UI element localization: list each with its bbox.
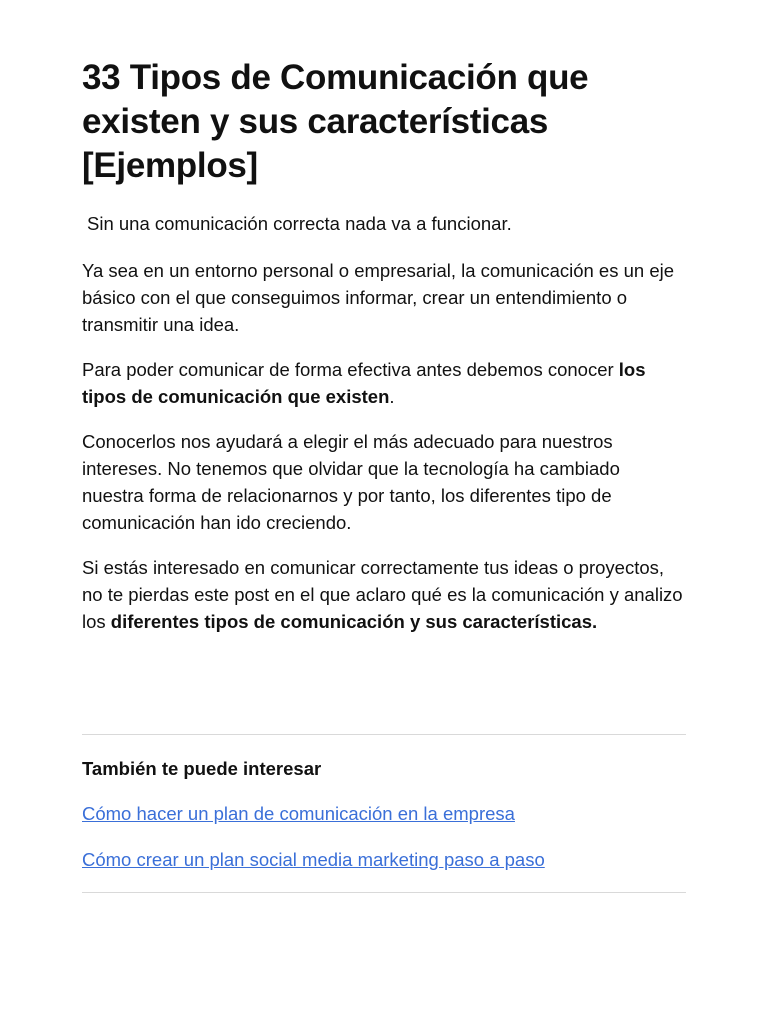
paragraph-4 (82, 554, 686, 635)
paragraph-2-emphasis: los tipos de comunicación que existen (82, 359, 646, 407)
related-link-plan-social-media[interactable]: Cómo crear un plan social media marketing paso a paso (82, 849, 545, 870)
paragraph-4-emphasis: diferentes tipos de comunicación y sus características. (110, 611, 598, 632)
article-lead: Sin una comunicación correcta nada va a funcionar. (87, 213, 512, 234)
related-link-plan-comunicacion[interactable]: Cómo hacer un plan de comunicación en la empresa (82, 803, 515, 824)
paragraph-3: Conocerlos nos ayudará a elegir el más adecuado para nuestros intereses. No tenemos que olvidar que la tecnología ha cambiado nuestra forma de relacionarnos y por tanto, los diferentes tipo de comunicación han ido creciendo. (82, 431, 620, 533)
paragraph-2-text: Para poder comunicar de forma efectiva antes debemos conocer (82, 359, 619, 380)
article-title: 33 Tipos de Comunicación que existen y sus características [Ejemplos] (82, 58, 589, 185)
paragraph-2 (82, 356, 686, 410)
related-posts-heading: También te puede interesar (82, 758, 322, 779)
paragraph-4-text: Si estás interesado en comunicar correctamente tus ideas o proyectos, no te pierdas este post en el que aclaro qué es la comunicación y analizo los (82, 557, 683, 632)
paragraph-2-end: . (389, 386, 395, 407)
paragraph-1: Ya sea en un entorno personal o empresarial, la comunicación es un eje básico con el que conseguimos informar, crear un entendimiento o transmitir una idea. (82, 260, 675, 335)
related-posts-box (82, 734, 686, 893)
